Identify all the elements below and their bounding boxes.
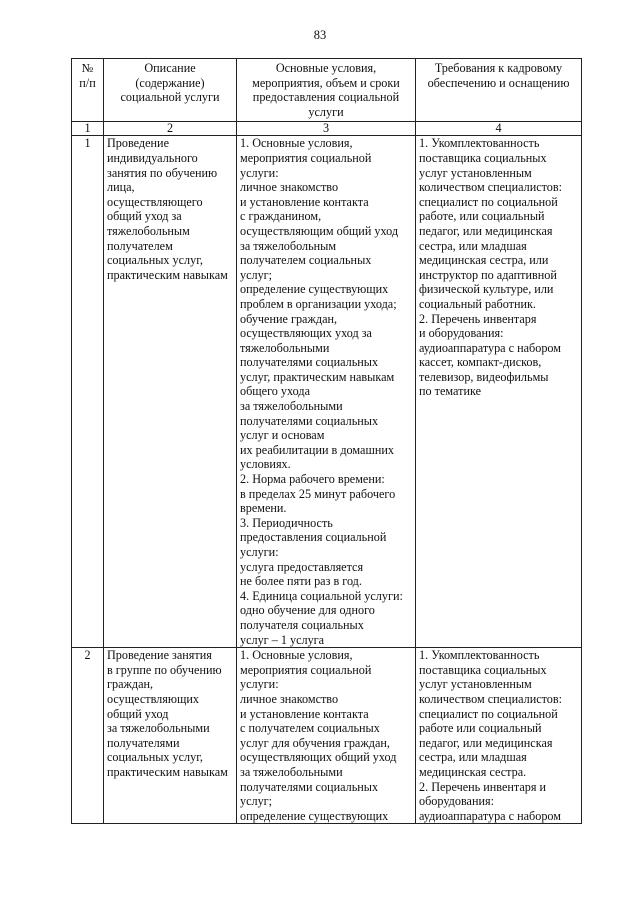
column-number-4: 4 — [416, 122, 582, 136]
service-conditions: 1. Основные условия, мероприятия социальной услуги: личное знакомство и установление контакта с получателем социальных услуг для обучения граждан, осуществляющих общий уход за тяжелобольными получателями социальных услуг; определение существующих — [237, 648, 416, 824]
page-number: 83 — [313, 28, 327, 42]
header-conditions: Основные условия, мероприятия, объем и сроки предоставления социальной услуги — [237, 59, 416, 122]
header-row — [72, 59, 582, 122]
row-number: 1 — [72, 136, 104, 648]
column-number-1: 1 — [72, 122, 104, 136]
service-description: Проведение занятия в группе по обучению граждан, осуществляющих общий уход за тяжелобольными получателями социальных услуг, практическим навыкам — [104, 648, 237, 824]
service-conditions: 1. Основные условия, мероприятия социальной услуги: личное знакомство и установление контакта с гражданином, осуществляющим общий уход за тяжелобольным получателем социальных услуг; определение существующих проблем в организации ухода; обучение граждан, осуществляющих уход за тяжелобольными получателями социальных услуг, практическим навыкам общего ухода за тяжелобольными получателями социальных услуг и основам их реабилитации в домашних условиях. 2. Норма рабочего времени: в пределах 25 минут рабочего времени. 3. Периодичность предоставления социальной услуги: услуга предоставляется не более пяти раз в год. 4. Единица социальной услуги: одно обучение для одного получателя социальных услуг – 1 услуга — [237, 136, 416, 648]
services-table — [71, 58, 582, 824]
column-number-row — [72, 122, 582, 136]
column-number-2: 2 — [104, 122, 237, 136]
header-requirements: Требования к кадровому обеспечению и оснащению — [416, 59, 582, 122]
header-number: № п/п — [72, 59, 104, 122]
service-requirements: 1. Укомплектованность поставщика социальных услуг установленным количеством специалистов: специалист по социальной работе, или социальный педагог, или медицинская сестра, или младшая медицинская сестра, или инструктор по адаптивной физической культуре, или социальный работник. 2. Перечень инвентаря и оборудования: аудиоаппаратура с набором кассет, компакт-дисков, телевизор, видеофильмы по тематике — [416, 136, 582, 648]
service-requirements: 1. Укомплектованность поставщика социальных услуг установленным количеством специалистов: специалист по социальной работе или социальный педагог, или медицинская сестра, или младшая медицинская сестра. 2. Перечень инвентаря и оборудования: аудиоаппаратура с набором — [416, 648, 582, 824]
header-description: Описание (содержание) социальной услуги — [104, 59, 237, 122]
table-row — [72, 136, 582, 648]
service-description: Проведение индивидуального занятия по обучению лица, осуществляющего общий уход за тяжелобольным получателем социальных услуг, практическим навыкам — [104, 136, 237, 648]
table-row — [72, 648, 582, 824]
column-number-3: 3 — [237, 122, 416, 136]
row-number: 2 — [72, 648, 104, 824]
